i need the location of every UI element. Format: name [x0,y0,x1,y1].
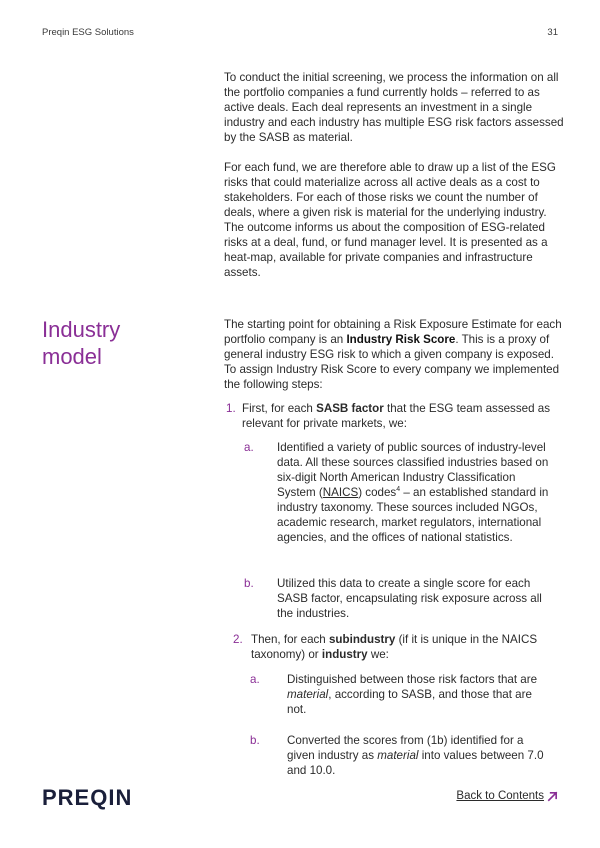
step-2b-italic: material [377,749,419,762]
section-title-line-1: Industry [42,317,121,342]
step-2b-after: into values between 7.0 and 10.0. [287,749,544,777]
step-1a-before: Identified a variety of public sources of industry-level data. All these sources classified industries based on six-digit North American Industry Classification System ( [277,441,549,499]
step-2-marker: 2. [233,633,243,646]
step-1a-mid: ) codes [358,486,397,499]
step-2-bold-2: industry [321,648,368,661]
step-1-bold: SASB factor [316,402,384,415]
intro-paragraph-1: To conduct the initial screening, we process the information on all the portfolio companies a fund currently holds – referred to as active deals. Each deal represents an investment in a single industry and each industry has multiple ESG risk factors assessed by the SASB as material. [224,71,564,144]
section-title-line-2: model [42,344,102,369]
back-to-contents-link[interactable] [456,790,558,802]
step-2b-text [287,733,552,778]
lead-bold-term: Industry Risk Score [346,333,456,346]
section-title [42,316,120,370]
intro-paragraph-2: For each fund, we are therefore able to draw up a list of the ESG risks that could materialize across all active deals as a cost to stakeholders. For each of those risks we count the number of deals, where a given risk is material for the underlying industry. The outcome informs us about the composition of ESG-related risks at a deal, fund, or fund manager level. It is presented as a heat-map, available for private companies and infrastructure assets. [224,161,556,279]
step-1-after: that the ESG team assessed as relevant for private markets, we: [242,402,551,430]
footnote-marker[interactable]: 4 [396,486,401,494]
naics-link[interactable]: NAICS [322,486,359,499]
step-2-before: Then, for each [251,633,329,646]
preqin-logo: PREQIN [42,785,133,810]
step-2a-text [287,672,552,717]
running-header: Preqin ESG Solutions [42,27,134,38]
back-to-contents-label[interactable]: Back to Contents [456,790,544,802]
step-1a-marker: a. [244,441,254,454]
step-1b-marker: b. [244,577,254,590]
step-1a-text [277,440,552,545]
step-1b-text: Utilized this data to create a single score for each SASB factor, encapsulating risk exposure across all the industries. [277,577,542,620]
lead-text-before: The starting point for obtaining a Risk Exposure Estimate for each portfolio company is an [224,318,562,346]
step-2a-before: Distinguished between those risk factors that are [287,673,538,686]
step-2-mid: (if it is unique in the NAICS taxonomy) or [251,633,538,661]
step-1a-after: – an established standard in industry taxonomy. These sources included NGOs, academic research, market regulators, international agencies, and the offices of national statistics. [277,486,549,544]
arrow-up-right-icon [547,791,558,802]
step-2b-before: Converted the scores from (1b) identified for a given industry as [287,734,524,762]
step-2a-italic: material [287,688,329,701]
step-2-text [251,632,561,662]
section-lead-paragraph [224,317,564,392]
step-2b-marker: b. [250,734,260,747]
step-1-before: First, for each [242,402,317,415]
step-2-after: we: [367,648,389,661]
page-number: 31 [547,27,558,38]
lead-text-after: . This is a proxy of general industry ESG risk to which a given company is exposed. To assign Industry Risk Score to every company we implemented the following steps: [224,333,560,391]
step-2a-marker: a. [250,673,260,686]
step-2-bold-1: subindustry [328,633,396,646]
step-1-marker: 1. [226,402,236,415]
step-1-text [242,401,562,431]
step-2a-after: , according to SASB, and those that are not. [287,688,532,716]
